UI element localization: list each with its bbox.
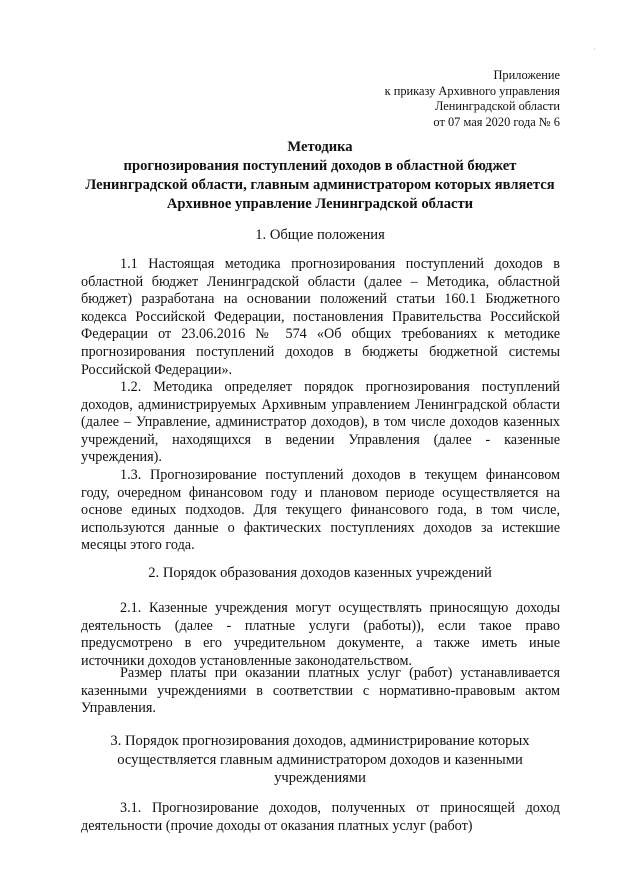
document-title xyxy=(60,138,580,214)
section-heading-text: 1. Общие положения xyxy=(255,227,385,243)
section-3-heading xyxy=(60,732,580,788)
section-2-heading xyxy=(60,564,580,583)
section-heading-line: осуществляется главным администратором доходов и казенными xyxy=(117,751,523,768)
section-heading-line: 3. Порядок прогнозирования доходов, администрирование которых xyxy=(110,733,530,749)
header-line: от 07 мая 2020 года № 6 xyxy=(433,114,560,129)
paragraph-1-1: 1.1 Настоящая методика прогнозирования поступлений доходов в областной бюджет Ленинградской области (далее – Методика, областной бюджет) разработана на основании положений статьи 160.1 Бюджетного кодекса Российской Федерации, постановления Правительства Российской Федерации от 23.06.2016 № 574 «Об общих требованиях к методике прогнозирования поступлений доходов в бюджеты бюджетной системы Российской Федерации». xyxy=(81,256,560,378)
title-line: Методика xyxy=(287,139,353,155)
paragraph-3-1: 3.1. Прогнозирование доходов, полученных от приносящей доход деятельности (прочие доходы от оказания платных услуг (работ) xyxy=(81,800,560,834)
title-line: прогнозирования поступлений доходов в областной бюджет xyxy=(123,158,517,174)
paragraph-2-1: 2.1. Казенные учреждения могут осуществлять приносящую доходы деятельность (далее - платные услуги (работы)), если такое право предусмотрено в его учредительном документе, а также иметь иные источники доходов установленные законодательством. xyxy=(81,600,560,669)
section-heading-line: учреждениями xyxy=(274,770,366,786)
section-1-heading xyxy=(60,226,580,245)
paragraph-1-2: 1.2. Методика определяет порядок прогнозирования поступлений доходов, администрируемых Архивным управлением Ленинградской области (далее – Управление, администратор доходов), в том числе доходов казенных учреждений, находящихся в ведении Управления (далее - казенные учреждения). xyxy=(81,379,560,466)
header-line: Приложение xyxy=(493,68,560,82)
title-line: Архивное управление Ленинградской области xyxy=(166,196,474,212)
title-line: Ленинградской области, главным администратором которых является xyxy=(85,177,555,193)
section-heading-text: 2. Порядок образования доходов казенных учреждений xyxy=(148,565,492,581)
paragraph-2-2: Размер платы при оказании платных услуг (работ) устанавливается казенными учреждениями в соответствии с нормативно-правовым актом Управления. xyxy=(81,665,560,717)
appendix-header xyxy=(385,68,560,130)
header-line: к приказу Архивного управления xyxy=(384,83,560,98)
header-line: Ленинградской области xyxy=(434,99,560,113)
page-mark: · xyxy=(593,44,596,54)
paragraph-1-3: 1.3. Прогнозирование поступлений доходов в текущем финансовом году, очередном финансовом году и плановом периоде осуществляется на основе единых подходов. Для текущего финансового года, в том числе, используются данные о фактических поступлениях доходов за истекшие месяцы этого года. xyxy=(81,467,560,554)
